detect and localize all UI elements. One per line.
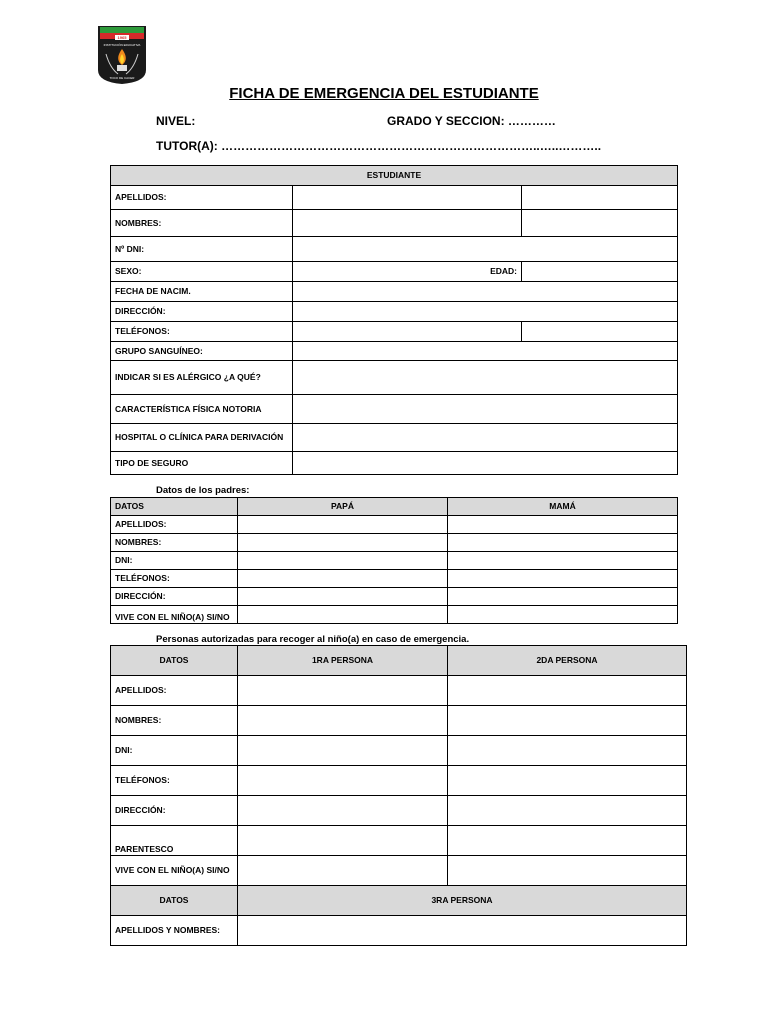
parents-telefonos-label: TELÉFONOS: — [111, 570, 238, 588]
student-fecha-field[interactable] — [293, 282, 678, 302]
p2-dni-field[interactable] — [448, 736, 687, 766]
student-dni-field[interactable] — [293, 237, 678, 262]
parents-caption: Datos de los padres: — [156, 485, 250, 496]
p2-parentesco-field[interactable] — [448, 826, 687, 856]
authorized-parentesco-label: PARENTESCO — [111, 826, 238, 856]
mama-apellidos-field[interactable] — [448, 516, 678, 534]
student-nombres-field[interactable] — [293, 210, 522, 237]
student-caracteristica-field[interactable] — [293, 395, 678, 424]
mama-telefonos-field[interactable] — [448, 570, 678, 588]
parents-direccion-label: DIRECCIÓN: — [111, 588, 238, 606]
authorized-telefonos-label: TELÉFONOS: — [111, 766, 238, 796]
authorized-col-datos: DATOS — [111, 646, 238, 676]
student-header: ESTUDIANTE — [111, 166, 678, 186]
student-alergico-label: INDICAR SI ES ALÉRGICO ¿A QUÉ? — [111, 361, 293, 395]
school-crest-logo — [96, 24, 148, 85]
p1-vive-field[interactable] — [238, 856, 448, 886]
authorized-caption: Personas autorizadas para recoger al niño(a) en caso de emergencia. — [156, 634, 470, 645]
p1-parentesco-field[interactable] — [238, 826, 448, 856]
student-hospital-label: HOSPITAL O CLÍNICA PARA DERIVACIÓN — [111, 424, 293, 452]
student-apellidos-field[interactable] — [293, 186, 522, 210]
student-caracteristica-label: CARACTERÍSTICA FÍSICA NOTORIA — [111, 395, 293, 424]
student-direccion-field[interactable] — [293, 302, 678, 322]
parents-table — [110, 497, 678, 624]
svg-text:INSTITUCIÓN EDUCATIVA: INSTITUCIÓN EDUCATIVA — [103, 43, 141, 47]
authorized-table — [110, 645, 687, 946]
student-telefonos-field-2[interactable] — [522, 322, 678, 342]
svg-text:1965: 1965 — [117, 35, 127, 40]
student-sexo-label: SEXO: — [111, 262, 293, 282]
student-edad-label: EDAD: — [293, 262, 522, 282]
mama-vive-field[interactable] — [448, 606, 678, 624]
authorized-vive-label: VIVE CON EL NIÑO(A) SI/NO — [111, 856, 238, 886]
nivel-label: NIVEL: — [156, 114, 196, 128]
parents-col-mama: MAMÁ — [448, 498, 678, 516]
authorized-col-1ra: 1RA PERSONA — [238, 646, 448, 676]
p2-vive-field[interactable] — [448, 856, 687, 886]
authorized-nombres-label: NOMBRES: — [111, 706, 238, 736]
p1-dni-field[interactable] — [238, 736, 448, 766]
p3-apellidos-nombres-field[interactable] — [238, 916, 687, 946]
papa-telefonos-field[interactable] — [238, 570, 448, 588]
papa-dni-field[interactable] — [238, 552, 448, 570]
p2-nombres-field[interactable] — [448, 706, 687, 736]
mama-nombres-field[interactable] — [448, 534, 678, 552]
student-seguro-label: TIPO DE SEGURO — [111, 452, 293, 475]
student-apellidos-field-2[interactable] — [522, 186, 678, 210]
student-apellidos-label: APELLIDOS: — [111, 186, 293, 210]
student-telefonos-label: TELÉFONOS: — [111, 322, 293, 342]
p1-nombres-field[interactable] — [238, 706, 448, 736]
svg-text:TOCO DE CACER: TOCO DE CACER — [109, 76, 135, 80]
papa-direccion-field[interactable] — [238, 588, 448, 606]
parents-nombres-label: NOMBRES: — [111, 534, 238, 552]
p2-telefonos-field[interactable] — [448, 766, 687, 796]
authorized-col-datos-2: DATOS — [111, 886, 238, 916]
student-dni-label: Nº DNI: — [111, 237, 293, 262]
p2-apellidos-field[interactable] — [448, 676, 687, 706]
p1-apellidos-field[interactable] — [238, 676, 448, 706]
grado-seccion-label: GRADO Y SECCION: ………… — [387, 114, 556, 128]
student-telefonos-field[interactable] — [293, 322, 522, 342]
authorized-col-3ra: 3RA PERSONA — [238, 886, 687, 916]
student-grupo-field[interactable] — [293, 342, 678, 361]
authorized-direccion-label: DIRECCIÓN: — [111, 796, 238, 826]
student-table — [110, 165, 678, 475]
parents-apellidos-label: APELLIDOS: — [111, 516, 238, 534]
tutor-label: TUTOR(A): ……………………………………………………………………..…..……….. — [156, 139, 602, 153]
mama-direccion-field[interactable] — [448, 588, 678, 606]
authorized-apellidos-nombres-label: APELLIDOS Y NOMBRES: — [111, 916, 238, 946]
parents-col-papa: PAPÁ — [238, 498, 448, 516]
student-direccion-label: DIRECCIÓN: — [111, 302, 293, 322]
page-title: FICHA DE EMERGENCIA DEL ESTUDIANTE — [229, 85, 539, 102]
authorized-dni-label: DNI: — [111, 736, 238, 766]
papa-vive-field[interactable] — [238, 606, 448, 624]
authorized-apellidos-label: APELLIDOS: — [111, 676, 238, 706]
authorized-col-2da: 2DA PERSONA — [448, 646, 687, 676]
parents-vive-label: VIVE CON EL NIÑO(A) SI/NO — [111, 606, 238, 624]
parents-col-datos: DATOS — [111, 498, 238, 516]
student-nombres-field-2[interactable] — [522, 210, 678, 237]
papa-nombres-field[interactable] — [238, 534, 448, 552]
p1-direccion-field[interactable] — [238, 796, 448, 826]
papa-apellidos-field[interactable] — [238, 516, 448, 534]
student-hospital-field[interactable] — [293, 424, 678, 452]
student-seguro-field[interactable] — [293, 452, 678, 475]
student-edad-field[interactable] — [522, 262, 678, 282]
p2-direccion-field[interactable] — [448, 796, 687, 826]
mama-dni-field[interactable] — [448, 552, 678, 570]
p1-telefonos-field[interactable] — [238, 766, 448, 796]
parents-dni-label: DNI: — [111, 552, 238, 570]
student-grupo-label: GRUPO SANGUÍNEO: — [111, 342, 293, 361]
student-fecha-label: FECHA DE NACIM. — [111, 282, 293, 302]
student-nombres-label: NOMBRES: — [111, 210, 293, 237]
student-alergico-field[interactable] — [293, 361, 678, 395]
